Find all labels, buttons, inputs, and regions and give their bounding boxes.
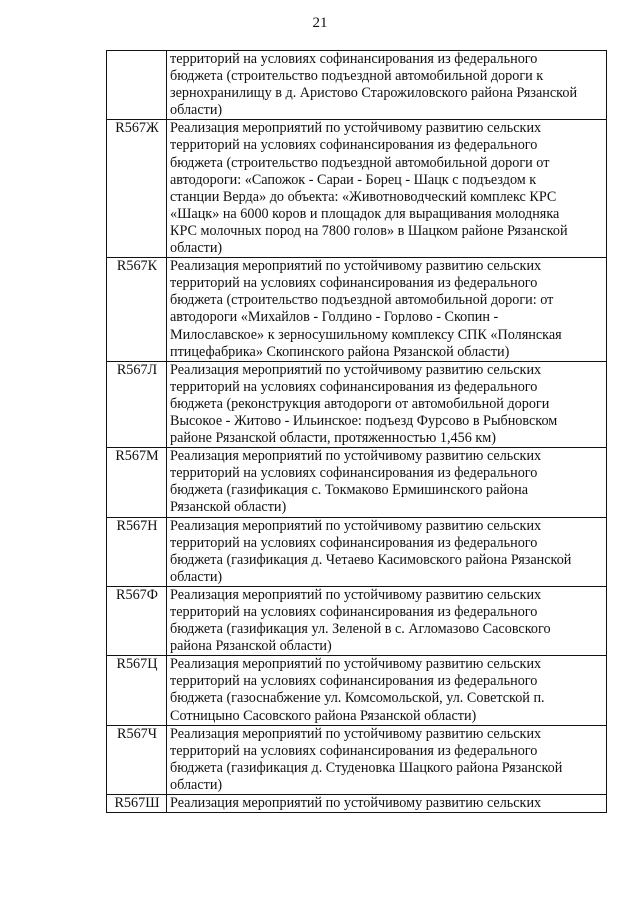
- description-line: Реализация мероприятий по устойчивому развитию сельских: [170, 448, 542, 465]
- description-line: бюджета (газификация с. Токмаково Ермишинского района: [170, 482, 529, 499]
- description-line: Рязанской области): [170, 499, 287, 516]
- description-line: территорий на условиях софинансирования из федерального: [170, 275, 538, 292]
- description-line: бюджета (газификация д. Четаево Касимовского района Рязанской: [170, 551, 572, 568]
- description-line: автодороги: «Сапожок - Сараи - Борец - Шацк с подъездом к: [170, 171, 537, 188]
- description-line: области): [170, 568, 223, 585]
- code-cell: R567Н: [107, 517, 167, 586]
- description-line: Реализация мероприятий по устойчивому развитию сельских: [170, 795, 542, 812]
- table-row: [107, 725, 607, 794]
- description-cell: [167, 448, 607, 517]
- description-cell: [167, 586, 607, 655]
- code-cell: R567Ж: [107, 120, 167, 258]
- description-line: бюджета (реконструкция автодороги от автомобильной дороги: [170, 395, 550, 412]
- table-row: [107, 586, 607, 655]
- description-cell: [167, 725, 607, 794]
- table-row: [107, 656, 607, 725]
- description-line: КРС молочных пород на 7800 голов» в Шацком районе Рязанской: [170, 222, 568, 239]
- budget-codes-table: [106, 50, 607, 813]
- description-line: станции Верда» до объекта: «Животноводческий комплекс КРС: [170, 188, 557, 205]
- description-line: бюджета (газификация ул. Зеленой в с. Агломазово Сасовского: [170, 621, 551, 638]
- description-line: территорий на условиях софинансирования из федерального: [170, 673, 538, 690]
- table-body: [107, 51, 607, 813]
- description-line: зернохранилищу в д. Аристово Старожиловского района Рязанской: [170, 85, 578, 102]
- table-row: [107, 120, 607, 258]
- table-row: [107, 517, 607, 586]
- code-cell: R567Л: [107, 361, 167, 447]
- description-line: Милославское» к зерносушильному комплексу СПК «Полянская: [170, 326, 562, 343]
- code-cell: R567Ф: [107, 586, 167, 655]
- description-line: области): [170, 102, 223, 119]
- description-line: Реализация мероприятий по устойчивому развитию сельских: [170, 517, 542, 534]
- code-cell: R567Ц: [107, 656, 167, 725]
- description-line: Реализация мероприятий по устойчивому развитию сельских: [170, 586, 542, 603]
- description-line: территорий на условиях софинансирования из федерального: [170, 534, 538, 551]
- description-line: «Шацк» на 6000 коров и площадок для выращивания молодняка: [170, 205, 560, 222]
- description-line: территорий на условиях софинансирования из федерального: [170, 137, 538, 154]
- description-line: района Рязанской области): [170, 638, 332, 655]
- code-cell: R567М: [107, 448, 167, 517]
- description-line: автодороги «Михайлов - Голдино - Горлово - Скопин -: [170, 309, 499, 326]
- description-line: птицефабрика» Скопинского района Рязанской области): [170, 343, 510, 360]
- description-line: Сотницыно Сасовского района Рязанской области): [170, 707, 477, 724]
- description-line: бюджета (газификация д. Студеновка Шацкого района Рязанской: [170, 759, 563, 776]
- description-line: Высокое - Житово - Ильинское: подъезд Фурсово в Рыбновском: [170, 412, 558, 429]
- description-line: Реализация мероприятий по устойчивому развитию сельских: [170, 725, 542, 742]
- code-cell: [107, 51, 167, 120]
- description-cell: [167, 51, 607, 120]
- description-line: Реализация мероприятий по устойчивому развитию сельских: [170, 361, 542, 378]
- description-line: территорий на условиях софинансирования из федерального: [170, 51, 538, 67]
- table-row: [107, 258, 607, 362]
- description-line: бюджета (строительство подъездной автомобильной дороги: от: [170, 292, 554, 309]
- description-line: территорий на условиях софинансирования из федерального: [170, 378, 538, 395]
- description-line: районе Рязанской области, протяженностью 1,456 км): [170, 430, 496, 447]
- description-line: области): [170, 240, 223, 257]
- description-cell: [167, 120, 607, 258]
- description-line: области): [170, 776, 223, 793]
- table-row: [107, 448, 607, 517]
- description-cell: [167, 795, 607, 813]
- page-number: 21: [312, 15, 328, 31]
- description-line: территорий на условиях софинансирования из федерального: [170, 604, 538, 620]
- description-cell: [167, 361, 607, 447]
- description-line: бюджета (газоснабжение ул. Комсомольской, ул. Советской п.: [170, 690, 545, 707]
- table-row: [107, 795, 607, 813]
- code-cell: R567Ш: [107, 795, 167, 813]
- description-line: Реализация мероприятий по устойчивому развитию сельских: [170, 656, 542, 673]
- code-cell: R567Ч: [107, 725, 167, 794]
- description-line: Реализация мероприятий по устойчивому развитию сельских: [170, 258, 542, 275]
- table-row: [107, 51, 607, 120]
- description-line: Реализация мероприятий по устойчивому развитию сельских: [170, 120, 542, 137]
- description-cell: [167, 258, 607, 362]
- code-cell: R567К: [107, 258, 167, 362]
- description-line: бюджета (строительство подъездной автомобильной дороги от: [170, 154, 550, 171]
- description-line: бюджета (строительство подъездной автомобильной дороги к: [170, 68, 544, 85]
- description-cell: [167, 656, 607, 725]
- description-cell: [167, 517, 607, 586]
- description-line: территорий на условиях софинансирования из федерального: [170, 742, 538, 759]
- description-line: территорий на условиях софинансирования из федерального: [170, 465, 538, 482]
- table-row: [107, 361, 607, 447]
